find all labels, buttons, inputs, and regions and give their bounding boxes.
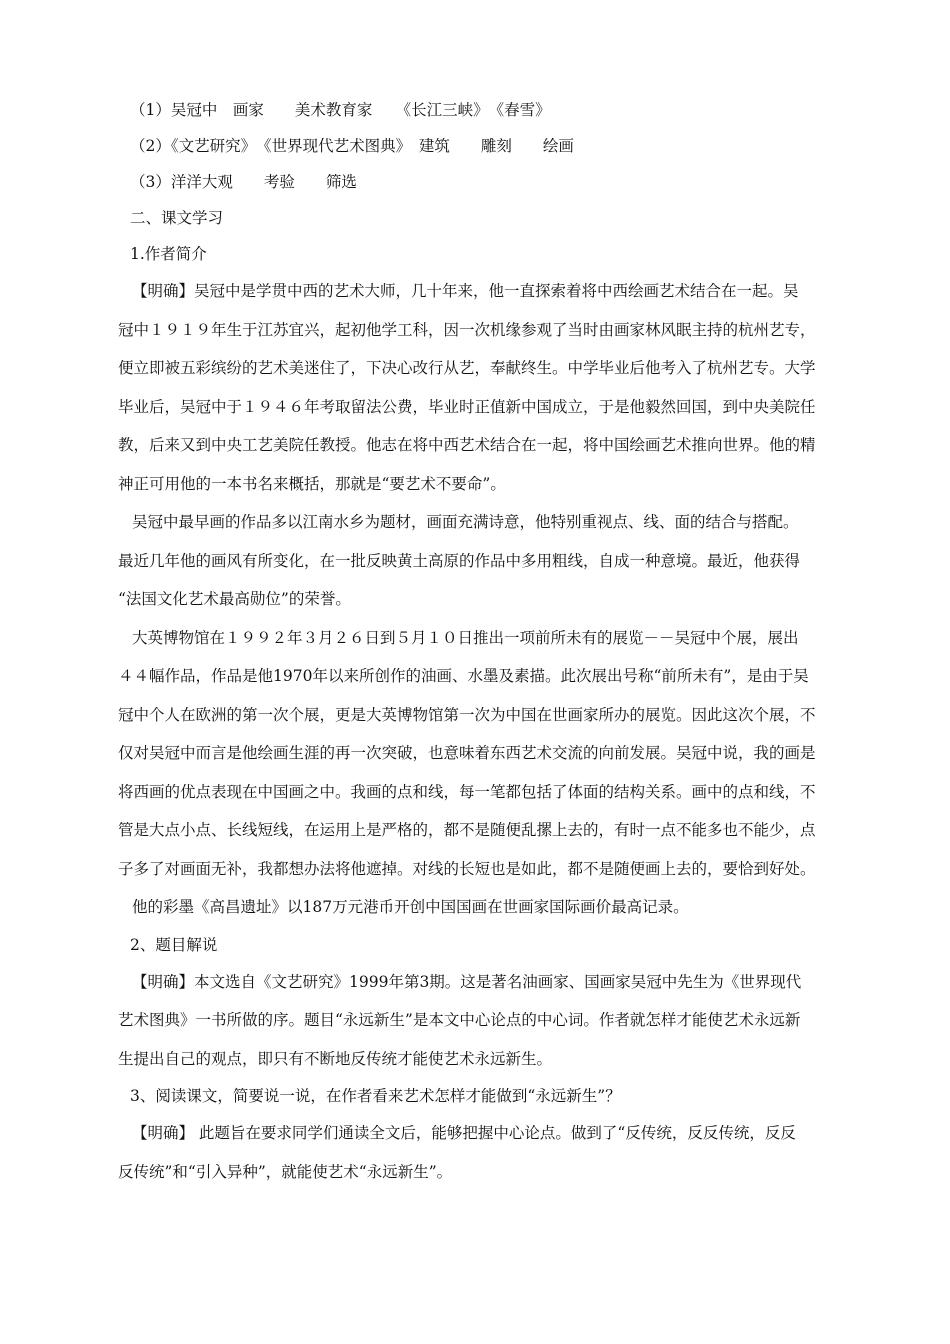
text-line: 【明确】本文选自《文艺研究》1999年第3期。这是著名油画家、国画家吴冠中先生为《世界现代 <box>132 972 802 991</box>
text-line: 生提出自己的观点，即只有不断地反传统才能使艺术永远新生。 <box>118 1049 553 1068</box>
text-line: 反传统”和“引入异种”，就能使艺术“永远新生”。 <box>118 1162 453 1181</box>
text-line: 毕业后，吴冠中于１９４６年考取留法公费，毕业时正值新中国成立，于是他毅然回国，到中央美院任 <box>118 397 816 416</box>
text-line: 将西画的优点表现在中国画之中。我画的点和线，每一笔都包括了体面的结构关系。画中的点和线，不 <box>118 782 816 801</box>
paragraph-record-price <box>118 888 842 927</box>
text-line: 艺术图典》一书所做的序。题目“永远新生”是本文中心论点的中心词。作者就怎样才能使艺术永远新 <box>118 1011 801 1029</box>
answer-line-2: （2）《文艺研究》 《世界现代艺术图典》 建筑 雕刻 绘画 <box>130 137 574 155</box>
section-heading: 二、课文学习 <box>130 209 224 227</box>
paragraph-british-museum <box>118 619 842 889</box>
subheading-question: 3、阅读课文，简要说一说，在作者看来艺术怎样才能做到“永远新生”？ <box>130 1087 621 1105</box>
text-line: 大英博物馆在１９９２年３月２６日到５月１０日推出一项前所未有的展览－－吴冠中个展，展出 <box>132 628 799 647</box>
text-line: 冠中１９１９年生于江苏宜兴，起初他学工科，因一次机缘参观了当时由画家林风眠主持的杭州艺专， <box>118 320 816 339</box>
paragraph-title-explanation <box>118 963 842 1079</box>
text-line: 吴冠中最早画的作品多以江南水乡为题材，画面充满诗意，他特别重视点、线、面的结合与搭配。 <box>132 513 799 531</box>
subheading-title-explanation: 2、题目解说 <box>130 935 218 954</box>
text-line: 子多了对画面无补，我都想办法将他遮掉。对线的长短也是如此，都不是随便画上去的，要恰到好处。 <box>118 859 816 878</box>
text-line: 仅对吴冠中而言是他绘画生涯的再一次突破，也意味着东西艺术交流的向前发展。吴冠中说，我的画是 <box>118 744 816 762</box>
answer-line-1: （1）吴冠中 画家 美术教育家 《长江三峡》 《春雪》 <box>130 101 551 119</box>
text-line: 【明确】 此题旨在要求同学们通读全文后，能够把握中心论点。做到了“反传统，反反传统，反反 <box>132 1124 796 1142</box>
text-line: 便立即被五彩缤纷的艺术美迷住了，下决心改行从艺，奉献终生。中学毕业后他考入了杭州艺专。大学 <box>118 359 816 377</box>
text-line: 【明确】吴冠中是学贯中西的艺术大师，几十年来，他一直探索着将中西绘画艺术结合在一起。吴 <box>132 282 799 300</box>
text-line: ４４幅作品，作品是他1970年以来所创作的油画、水墨及素描。此次展出号称“前所未有”，是由于吴 <box>118 667 809 685</box>
text-line: 他的彩墨《高昌遗址》以187万元港币开创中国国画在世画家国际画价最高记录。 <box>132 898 689 916</box>
text-line: 教，后来又到中央工艺美院任教授。他志在将中西艺术结合在一起，将中国绘画艺术推向世界。他的精 <box>118 436 816 454</box>
paragraph-author-intro <box>118 272 842 503</box>
text-line: 最近几年他的画风有所变化，在一批反映黄土高原的作品中多用粗线，自成一种意境。最近，他获得 <box>118 551 801 570</box>
text-line: 神正可用他的一本书名来概括，那就是“要艺术不要命”。 <box>118 474 506 493</box>
paragraph-answer <box>118 1114 842 1191</box>
text-line: 管是大点小点、长线短线，在运用上是严格的，都不是随便乱摞上去的，有时一点不能多也不能少，点 <box>118 821 816 839</box>
subheading-author-intro: 1.作者简介 <box>130 245 207 263</box>
text-line: “法国文化艺术最高勋位”的荣誉。 <box>118 590 351 608</box>
text-line: 冠中个人在欧洲的第一次个展，更是大英博物馆第一次为中国在世画家所办的展览。因此这次个展，不 <box>118 705 816 724</box>
paragraph-early-works <box>118 503 842 619</box>
answer-line-3: （3）洋洋大观 考验 筛选 <box>130 173 357 191</box>
